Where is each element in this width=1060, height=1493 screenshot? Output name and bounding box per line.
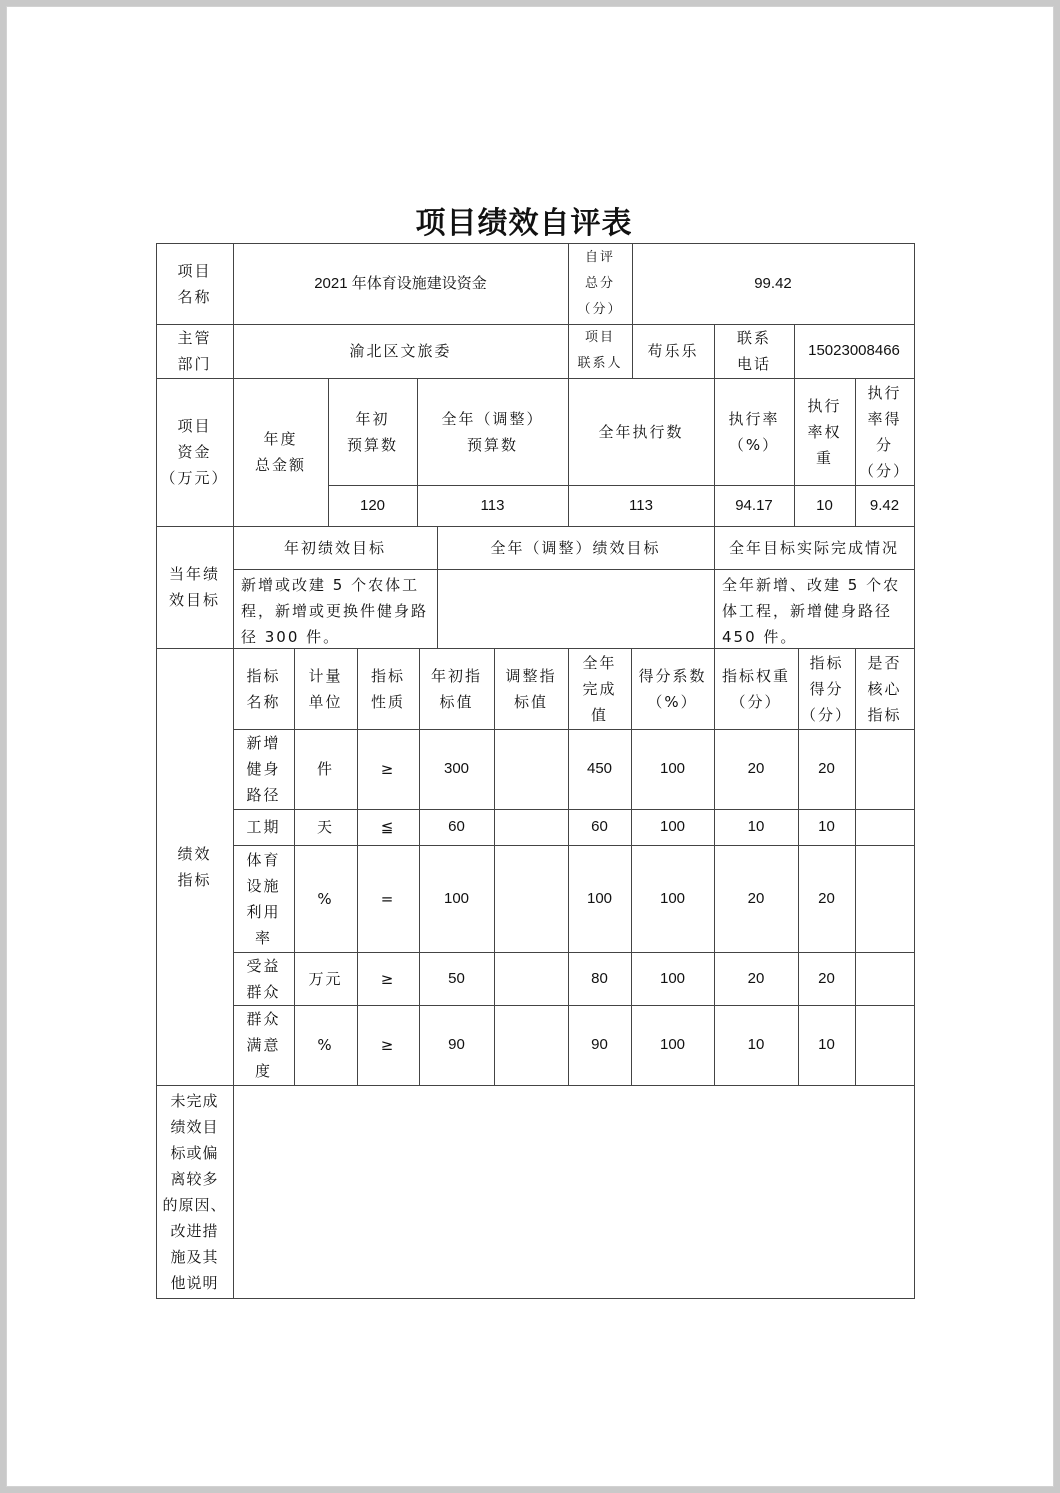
header-indicator-name: 指标 名称 [246, 666, 281, 711]
table-rule [794, 324, 795, 379]
label-project-funds: 项目 资金 （万元） [160, 417, 229, 487]
header-actual-completion: 全年目标实际完成情况 [728, 538, 899, 557]
indicator-adjusted-target [494, 952, 568, 1005]
indicator-annual-completion: 60 [591, 818, 608, 835]
indicator-adjusted-target [494, 845, 568, 952]
indicator-indicator-name: 新增 健身 路径 [246, 734, 281, 804]
header-initial-budget: 年初 预算数 [346, 409, 398, 454]
indicator-initial-target: 300 [443, 760, 470, 777]
table-rule [714, 324, 715, 379]
table-rule [156, 243, 915, 244]
table-rule [233, 809, 915, 810]
indicator-score-coefficient: 100 [659, 889, 686, 907]
table-rule [156, 324, 915, 325]
indicator-indicator-score: 20 [818, 969, 835, 987]
contact-person-value: 苟乐乐 [647, 342, 699, 360]
indicator-annual-completion: 80 [591, 969, 608, 987]
indicator-unit: % [317, 889, 334, 908]
table-rule [328, 485, 915, 486]
table-rule [714, 648, 715, 1086]
table-rule [156, 526, 915, 527]
indicator-unit: % [317, 1036, 334, 1054]
table-rule [357, 648, 358, 1086]
indicator-adjusted-target [494, 809, 568, 845]
indicator-score-coefficient: 100 [659, 1036, 686, 1053]
rate-weight-value: 10 [816, 496, 833, 514]
table-rule [233, 1005, 915, 1006]
phone-value: 15023008466 [808, 342, 900, 359]
indicator-is-core [855, 845, 914, 952]
actual-completion-text: 全年新增、改建 5 个农体工程，新增健身路径 450 件。 [722, 576, 901, 646]
table-rule [156, 378, 915, 379]
header-executed: 全年执行数 [598, 422, 684, 441]
table-rule [568, 243, 569, 379]
label-phone: 联系 电话 [736, 329, 771, 373]
project-name-value: 2021 年体育设施建设资金 [314, 274, 487, 292]
table-rule [233, 845, 915, 846]
indicator-indicator-name: 群众 满意 度 [246, 1010, 281, 1080]
label-contact-person: 项目 联系人 [577, 330, 623, 371]
table-rule [233, 569, 915, 570]
table-rule [855, 378, 856, 527]
header-is-core: 是否 核心 指标 [867, 653, 902, 724]
execution-rate-value: 94.17 [735, 496, 773, 514]
table-rule [417, 378, 418, 527]
table-rule [631, 648, 632, 1086]
evaluation-table [156, 243, 914, 1298]
table-rule [233, 243, 234, 1299]
notes-text [233, 1085, 914, 1298]
indicator-nature: ≥ [380, 1036, 396, 1054]
table-rule [568, 648, 569, 1086]
header-nature: 指标 性质 [370, 666, 405, 711]
indicator-unit: 件 [316, 760, 334, 778]
table-rule [156, 1085, 915, 1086]
indicator-nature: = [380, 889, 396, 908]
indicator-unit: 天 [316, 818, 334, 836]
initial-goal-text: 新增或改建 5 个农体工程，新增或更换件健身路径 300 件。 [241, 576, 429, 646]
indicator-initial-target: 90 [448, 1036, 465, 1053]
table-rule [714, 526, 715, 649]
indicator-nature: ≥ [380, 760, 396, 778]
table-rule [494, 648, 495, 1086]
indicator-nature: ≦ [380, 818, 396, 836]
table-rule [568, 378, 569, 527]
table-rule [156, 243, 157, 1299]
indicator-nature: ≥ [380, 969, 396, 988]
label-performance-indicators: 绩效 指标 [177, 844, 212, 889]
indicator-indicator-weight: 20 [747, 889, 765, 907]
header-annual-completion: 全年 完成 值 [582, 653, 617, 724]
table-rule [233, 952, 915, 953]
indicator-indicator-name: 受益 群众 [246, 956, 281, 1001]
indicator-adjusted-target [494, 1005, 568, 1085]
indicator-is-core [855, 1005, 914, 1085]
indicator-score-coefficient: 100 [659, 760, 686, 777]
indicator-is-core [855, 729, 914, 809]
indicator-is-core [855, 952, 914, 1005]
header-indicator-score: 指标 得分 （分） [800, 653, 852, 724]
indicator-initial-target: 50 [448, 969, 465, 987]
adjusted-budget-value: 113 [480, 496, 505, 514]
table-rule [632, 243, 633, 379]
table-rule [156, 648, 915, 649]
header-adjusted-budget: 全年（调整） 预算数 [441, 409, 544, 454]
label-project-name: 项目 名称 [177, 261, 212, 306]
header-initial-target: 年初指 标值 [430, 666, 482, 711]
header-rate-score: 执行 率得 分 （分） [858, 383, 910, 480]
label-total-score: 自评 总分 （分） [577, 249, 623, 317]
indicator-annual-completion: 100 [586, 889, 613, 907]
page-title: 项目绩效自评表 [415, 206, 633, 241]
header-rate-weight: 执行 率权 重 [807, 396, 842, 467]
indicator-indicator-weight: 10 [747, 818, 765, 835]
executed-value: 113 [629, 496, 653, 514]
indicator-indicator-score: 10 [818, 818, 835, 835]
rate-score-value: 9.42 [869, 496, 900, 514]
table-rule [798, 648, 799, 1086]
header-score-coefficient: 得分系数 （%） [638, 666, 707, 711]
indicator-unit: 万元 [308, 969, 343, 988]
table-rule [419, 648, 420, 1086]
indicator-adjusted-target [494, 729, 568, 809]
table-rule [714, 378, 715, 527]
header-initial-goal: 年初绩效目标 [283, 538, 386, 557]
label-annual-total: 年度 总金额 [254, 430, 306, 474]
indicator-indicator-score: 20 [818, 760, 835, 777]
header-adjusted-goal: 全年（调整）绩效目标 [490, 538, 661, 557]
table-rule [328, 378, 329, 527]
table-rule [794, 378, 795, 527]
indicator-score-coefficient: 100 [659, 969, 686, 987]
table-rule [914, 243, 915, 1299]
table-rule [156, 1298, 915, 1299]
adjusted-goal-text [437, 569, 714, 648]
indicator-initial-target: 100 [443, 889, 470, 907]
indicator-initial-target: 60 [448, 818, 465, 835]
total-score-value: 99.42 [754, 274, 792, 292]
header-adjusted-target: 调整指 标值 [505, 666, 557, 711]
indicator-indicator-score: 10 [818, 1036, 835, 1053]
table-rule [855, 648, 856, 1086]
indicator-indicator-weight: 20 [747, 969, 765, 987]
table-rule [294, 648, 295, 1086]
header-execution-rate: 执行率 （%） [728, 409, 780, 454]
department-value: 渝北区文旅委 [349, 342, 452, 360]
header-unit: 计量 单位 [308, 666, 343, 711]
label-department: 主管 部门 [177, 329, 212, 373]
indicator-score-coefficient: 100 [659, 818, 686, 835]
indicator-indicator-name: 体育 设施 利用 率 [246, 850, 281, 947]
indicator-indicator-name: 工期 [246, 818, 281, 836]
indicator-indicator-weight: 10 [747, 1036, 765, 1053]
table-rule [437, 526, 438, 649]
table-rule [233, 729, 915, 730]
indicator-indicator-weight: 20 [747, 760, 765, 777]
header-indicator-weight: 指标权重 （分） [721, 666, 790, 711]
initial-budget-value: 120 [359, 496, 386, 514]
indicator-is-core [855, 809, 914, 845]
indicator-indicator-score: 20 [818, 889, 835, 907]
indicator-annual-completion: 90 [591, 1036, 608, 1053]
label-notes: 未完成 绩效目 标或偏 离较多 的原因、 改进措 施及其 他说明 [162, 1091, 227, 1292]
indicator-annual-completion: 450 [586, 760, 613, 777]
label-annual-goals: 当年绩 效目标 [168, 565, 220, 609]
